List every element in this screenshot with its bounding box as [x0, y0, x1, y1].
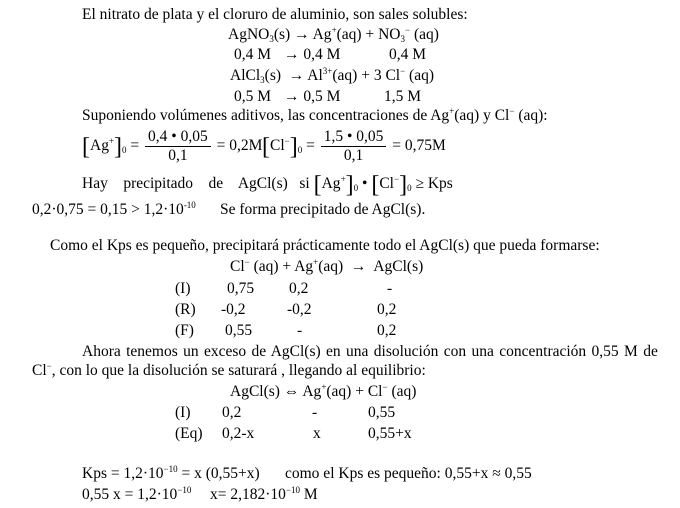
table-row: (I) 0,2 - 0,55 — [175, 404, 396, 421]
conc-row-2: 0,5 M → 0,5 M 1,5 M — [234, 88, 422, 105]
precipitation-condition: Hay precipitado de AgCl(s) si $[Ag^+]_0$ • $[Cl^-]_0$ ≥ Kps — [82, 172, 453, 198]
excess-text-line-1: Ahora tenemos un exceso de AgCl(s) en una disolución con una concentración 0,55 M de — [82, 343, 658, 360]
table-row: (F) 0,55 - 0,2 — [175, 322, 397, 339]
concentration-ag: $[Ag^+]_0$ = $\frac{0,4 • 0,05}{0,1}$ = 0,2M — [82, 128, 263, 164]
kps-equation: Kps = $1,2\cdot 10^{-10} = x$ (0,55+x) como el Kps es pequeño: 0,55+x ≈ 0,55 — [82, 464, 532, 482]
solution-equation: 0,55 $x = 1,2\cdot 10^{-10}$ $x= 2,182\cdot 10^{-10}$ M — [82, 485, 318, 503]
concentration-cl: $[Cl^-]_0$ = $\frac{1,5 • 0,05}{0,1}$ = 0,75M — [262, 128, 446, 164]
table-row: (Eq) 0,2-x x 0,55+x — [175, 425, 412, 442]
excess-text-line-2: Cl−, con lo que la disolución se saturará , llegando al equilibrio: — [32, 361, 426, 379]
table-row: (I) 0,75 0,2 - — [175, 280, 393, 297]
intro-text: El nitrato de plata y el cloruro de aluminio, son sales solubles: — [82, 6, 468, 23]
calc-line-1: $0,2\cdot 0,75 = 0,15 > 1,2\cdot 10^{-10}$ Se forma precipitado de AgCl(s). — [32, 200, 426, 218]
equation-precipitation: Cl− (aq) + Ag+(aq) → AgCl(s) — [230, 257, 424, 275]
suppose-text: Suponiendo volúmenes aditivos, las concentraciones de Ag+(aq) y Cl− (aq): — [82, 106, 548, 124]
conc-row-1: 0,4 M → 0,4 M 0,4 M — [234, 46, 427, 63]
equation-alcl3: AlCl$_3$(s) → $Al^{3+}(aq) + 3$ Cl− (aq) — [230, 66, 434, 85]
table-row: (R) -0,2 -0,2 0,2 — [175, 301, 397, 318]
equation-agno3: AgNO$_3$(s) → $Ag^+(aq) + NO_3^-$ (aq) — [228, 25, 439, 44]
equation-equilibrium: AgCl(s) ⇔ Ag+(aq) + Cl− (aq) — [230, 382, 417, 400]
kps-small-text: Como el Kps es pequeño, precipitará prácticamente todo el AgCl(s) que pueda formarse: — [50, 237, 600, 254]
